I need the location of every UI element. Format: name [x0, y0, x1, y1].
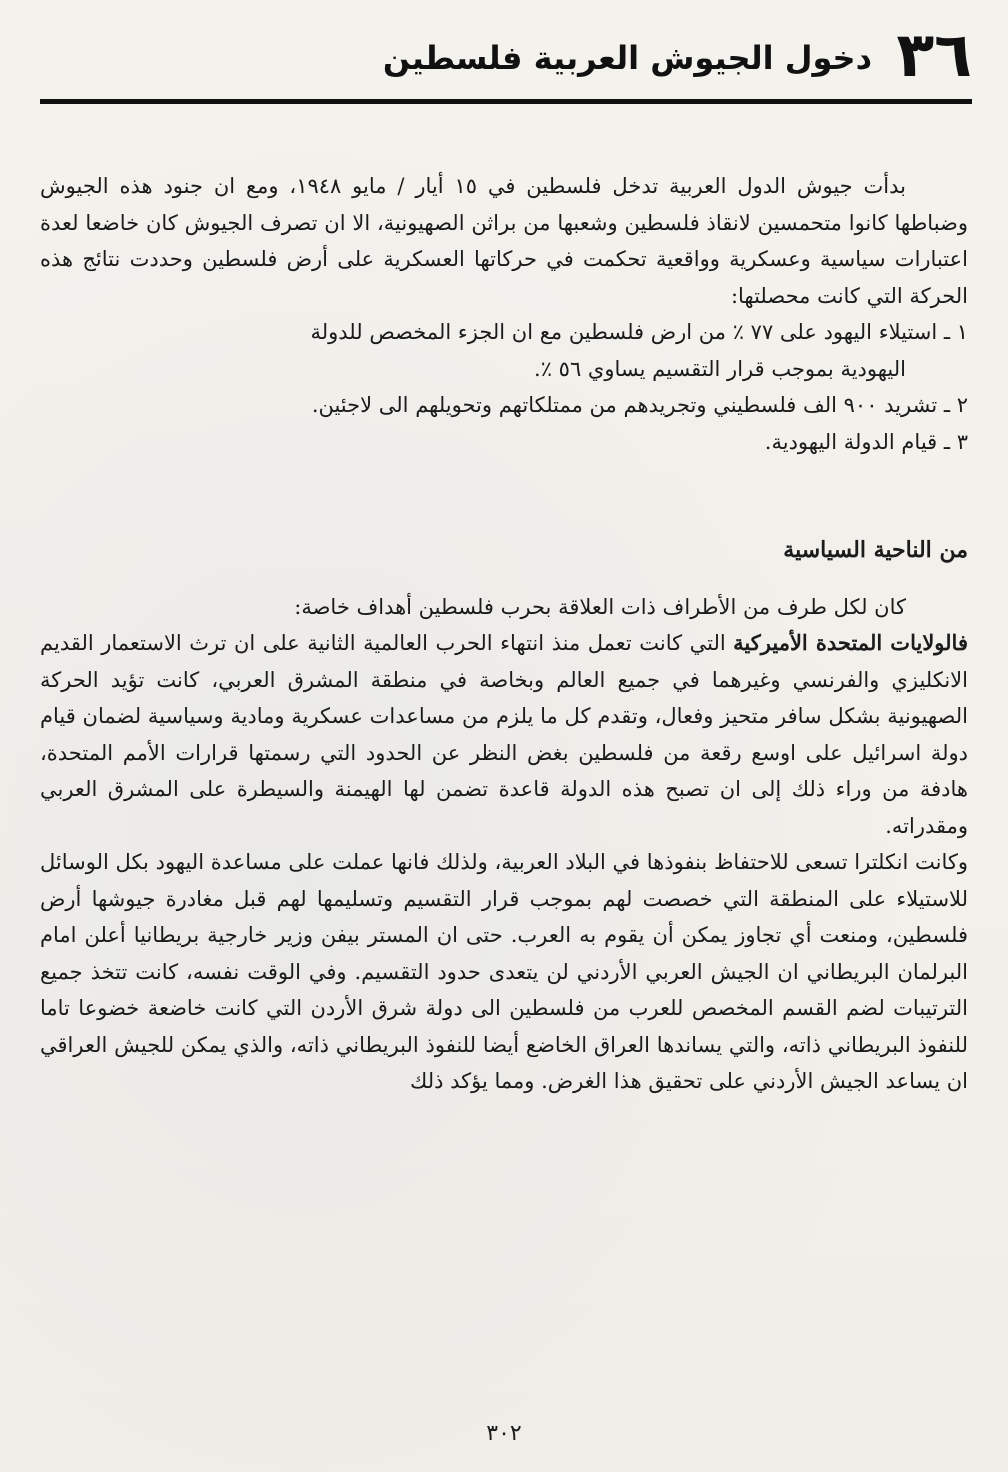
- list-item-2: ٢ ـ تشريد ٩٠٠ الف فلسطيني وتجريدهم من ممتلكاتهم وتحويلهم الى لاجئين.: [311, 393, 968, 417]
- chapter-title: دخول الجيوش العربية فلسطين: [382, 39, 872, 77]
- usa-paragraph: [40, 625, 968, 844]
- header-rule: [40, 99, 972, 104]
- page-number: ٣٠٢: [486, 1421, 522, 1446]
- body-text: [40, 168, 968, 1100]
- list-item-1: ١ ـ استيلاء اليهود على ٧٧ ٪ من ارض فلسطين مع ان الجزء المخصص للدولة: [310, 320, 968, 344]
- page-header: [40, 18, 972, 104]
- parties-paragraph: كان لكل طرف من الأطراف ذات العلاقة بحرب فلسطين أهداف خاصة:: [294, 594, 906, 619]
- usa-lead-bold: فالولايات المتحدة الأميركية: [733, 630, 968, 655]
- england-paragraph: وكانت انكلترا تسعى للاحتفاظ بنفوذها في البلاد العربية، ولذلك فانها عملت على مساعدة اليهود بكل الوسائل للاستيلاء على المنطقة التي خصصت لهم بموجب قرار التقسيم وتسليمها لهم قبل مغادرة جيوشها أرض فلسطين، ومنعت أي تجاوز يمكن أن يقوم به العرب. حتى ان المستر بيفن وزير خارجية بريطانيا أعلن امام البرلمان البريطاني ان الجيش العربي الأردني لن يتعدى حدود التقسيم. وفي الوقت نفسه، كانت تتخذ جميع الترتيبات لضم القسم المخصص للعرب من فلسطين الى دولة شرق الأردن التي كانت خاضعة خضوعا تاما للنفوذ البريطاني ذاته، والتي يساندها العراق الخاضع أيضا للنفوذ البريطاني ذاته، والذي يمكن للجيش العراقي ان يساعد الجيش الأردني على تحقيق هذا الغرض. ومما يؤكد ذلك: [40, 850, 968, 1093]
- section-title: من الناحية السياسية: [783, 537, 968, 563]
- usa-paragraph-text: التي كانت تعمل منذ انتهاء الحرب العالمية الثانية على ان ترث الاستعمار القديم الانكليزي والفرنسي وغيرهما في جميع العالم وبخاصة في منطقة المشرق العربي، كانت تؤيد الحركة الصهيونية بشكل سافر متحيز وفعال، وتقدم كل ما يلزم من مساعدات عسكرية ومادية وسياسية لضمان قيام دولة اسرائيل على اوسع رقعة من فلسطين بغض النظر عن الحدود التي رسمتها قرارات الأمم المتحدة، هادفة من وراء ذلك إلى ان تصبح هذه الدولة قاعدة تضمن لها الهيمنة والسيطرة على المشرق العربي ومقدراته.: [40, 631, 968, 838]
- list-item-1-continued: اليهودية بموجب قرار التقسيم يساوي ٥٦ ٪.: [534, 356, 906, 381]
- list-item-3: ٣ ـ قيام الدولة اليهودية.: [764, 429, 968, 454]
- chapter-number: ٣٦: [896, 18, 972, 91]
- intro-paragraph: بدأت جيوش الدول العربية تدخل فلسطين في ١٥ أيار / مايو ١٩٤٨، ومع ان جنود هذه الجيوش وضباطها كانوا متحمسين لانقاذ فلسطين وشعبها من براثن الصهيونية، الا ان تصرف الجيوش كان خاضعا لعدة اعتبارات سياسية وعسكرية وواقعية تحكمت في حركاتها العسكرية على أرض فلسطين وحددت نتائج هذه الحركة التي كانت محصلتها:: [40, 174, 968, 308]
